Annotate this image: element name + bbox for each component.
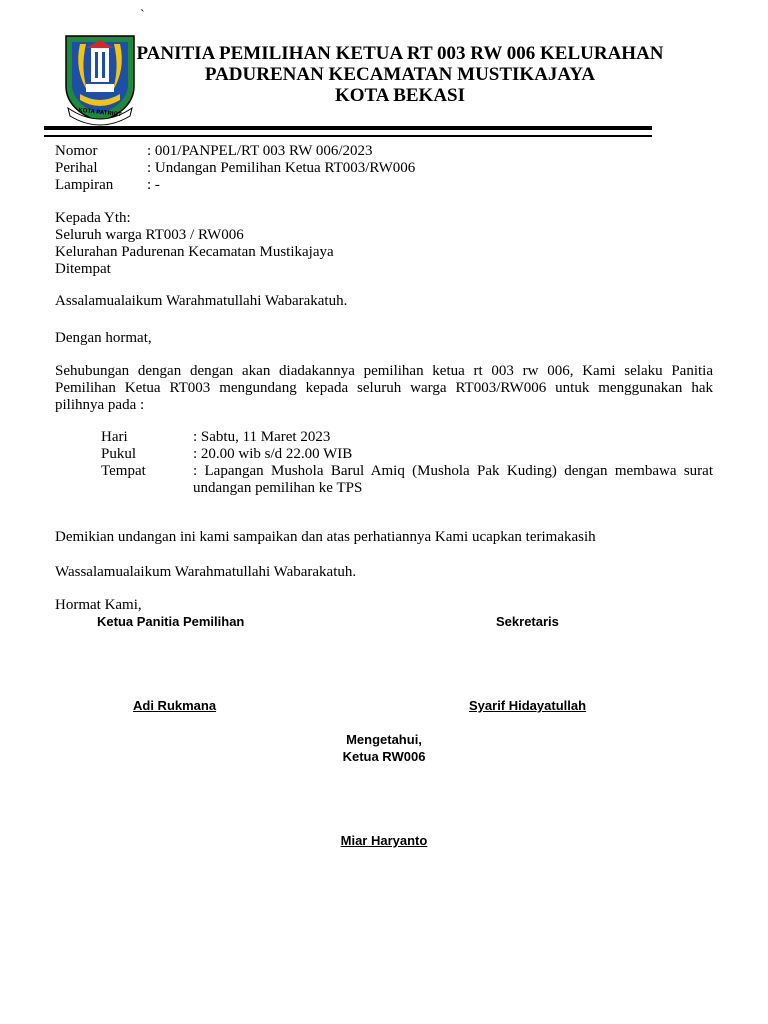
meta-label-perihal: Perihal [55,160,98,176]
letterhead-rule-thin [44,135,652,137]
acknowledgement-name: Miar Haryanto [340,833,428,848]
salam-closing: Wassalamualaikum Warahmatullahi Wabarakatuh. [55,564,357,580]
body-line-1: Sehubungan dengan dengan akan diadakannya pemilihan ketua rt 003 rw 006, Kami selaku Panitia [55,363,713,379]
signoff: Hormat Kami, [55,597,142,613]
stray-mark: ` [140,8,145,23]
closing-sentence: Demikian undangan ini kami sampaikan dan atas perhatiannya Kami ucapkan terimakasih [55,529,596,545]
detail-value-hari: : Sabtu, 11 Maret 2023 [193,429,331,445]
logo-text: KOTA PATRIOT [78,107,122,119]
recipient-line-3: Kelurahan Padurenan Kecamatan Mustikajaya [55,244,334,260]
salam-opening: Assalamualaikum Warahmatullahi Wabarakatuh. [55,293,348,309]
body-line-2: Pemilihan Ketua RT003 mengundang kepada seluruh warga RT003/RW006 untuk menggunakan hak [55,380,713,396]
letterhead-title-line3: KOTA BEKASI [334,85,466,106]
meta-label-lampiran: Lampiran [55,177,114,193]
detail-value-tempat: : Lapangan Mushola Barul Amiq (Mushola Pak Kuding) dengan membawa surat [193,463,713,479]
meta-value-nomor: : 001/PANPEL/RT 003 RW 006/2023 [147,143,373,159]
signatory-left-title: Ketua Panitia Pemilihan [97,614,245,629]
greeting: Dengan hormat, [55,330,152,346]
body-line-3: pilihnya pada : [55,397,145,413]
letterhead-title-line1: PANITIA PEMILIHAN KETUA RT 003 RW 006 KELURAHAN [136,43,664,64]
detail-value-pukul: : 20.00 wib s/d 22.00 WIB [193,446,353,462]
meta-label-nomor: Nomor [55,143,98,159]
acknowledgement-line-1: Mengetahui, [346,732,422,747]
recipient-line-4: Ditempat [55,261,111,277]
letterhead-title-line2: PADURENAN KECAMATAN MUSTIKAJAYA [204,64,596,85]
detail-label-hari: Hari [101,429,128,445]
signatory-right-name: Syarif Hidayatullah [469,698,587,713]
letterhead-rule-thick [44,126,652,130]
meta-value-lampiran: : - [147,177,160,193]
detail-label-tempat: Tempat [101,463,146,479]
signatory-left-name: Adi Rukmana [133,698,217,713]
signatory-right-title: Sekretaris [496,614,559,629]
acknowledgement-line-2: Ketua RW006 [342,749,426,764]
detail-label-pukul: Pukul [101,446,137,462]
meta-value-perihal: : Undangan Pemilihan Ketua RT003/RW006 [147,160,416,176]
detail-value-tempat-cont: undangan pemilihan ke TPS [193,480,363,496]
recipient-line-1: Kepada Yth: [55,210,131,226]
recipient-line-2: Seluruh warga RT003 / RW006 [55,227,244,243]
